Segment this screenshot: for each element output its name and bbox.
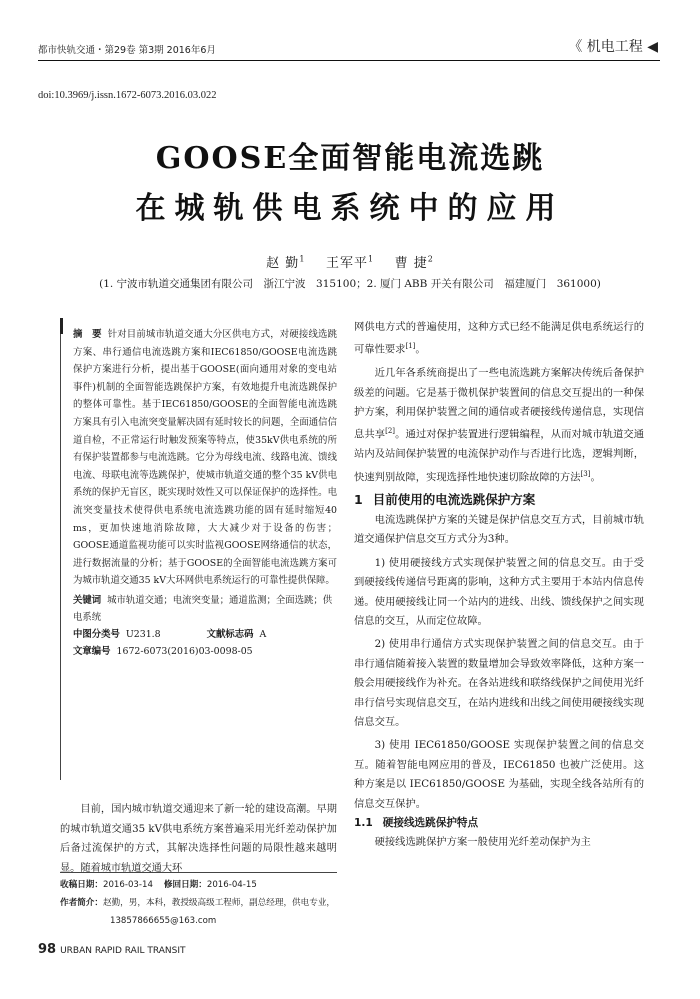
authors [0,252,700,271]
section-number: 1 [354,491,363,507]
affiliations: (1. 宁波市轨道交通集团有限公司 浙江宁波 315100；2. 厦门 ABB 开关有限公司 福建厦门 361000) [99,278,601,290]
paragraph-text: 。 [590,471,601,484]
clc-value: U231.8 [125,628,161,640]
continued-end: 。 [415,343,426,356]
author-affil-mark: 1 [367,254,375,264]
abstract-label: 摘 要 [73,329,102,340]
paragraph-text: 。通过对保护装置进行逻辑编程，从而对城市轨道交通站内及站间保护装置的电流保护动作与否进行比选，逻辑判断，快速判别故障，实现选择性地快速切除故障的方法 [354,428,645,484]
citation: [3] [580,469,591,478]
section-tag: 《 机电工程 ◀ [568,39,658,55]
keywords-text: 城市轨道交通；电流突变量；通道监测；全面选跳；供电系统 [73,594,333,623]
section-heading-1 [354,490,644,509]
classification [61,626,337,643]
article-number [61,643,337,660]
keywords [61,592,337,626]
section-title: 目前使用的电流选跳保护方案 [372,491,536,507]
author-name: 赵 勤 [266,256,300,271]
article-no-label: 文章编号 [73,645,111,657]
doc-code-value: A [259,628,267,640]
abstract-text: 针对目前城市轨道交通大分区供电方式，对硬接线选跳方案、串行通信电流选跳方案和IEC61850/GOOSE电流选跳保护方案进行分析，提出基于GOOSE(面向通用对象的变电站事件)机制的全面智能选跳保护方案，有效地提升电流选跳保护的整体可靠性。基于IEC61850/GOOSE的全面智能电流选跳方案具有引入电流突变量解决固有延时较长的问题，全面通信信道自检，不正常运行时触发预案等特点，使35kV供电系统的所有保护装置都参与电流选跳。它分为母线电流、线路电流、馈线电流、母联电流等选跳保护，使城市轨道交通的整个35 kV供电系统的保护无盲区，既实现时效性又可以保证保护的选择性。电流突变量技术使得供电系统电流选跳功能的固有延时缩短40 ms，更加快速地消除故障，大大减少对于设备的伤害；GOOSE通道监视功能可以实时监视GOOSE网络通信的状态，进行数据流量的分析；基于GOOSE的全面智能电流选跳方案可为城市轨道交通35 kV大环网供电系统运行的可靠性提供保障。 [73,329,337,587]
paragraph-text: 近几年各系统商提出了一些电流选跳方案解决传统后备保护级差的问题。它是基于微机保护装置间的信息交互提出的一种保护方案，利用保护装置之间的通信或者硬接线传递信息，实现信息共享 [354,367,644,441]
right-column-body [354,318,644,853]
footnote-author-bio [60,894,337,912]
received-label: 收稿日期： [60,880,103,890]
page-number: 98 [38,942,57,957]
author-affil-mark: 1 [299,254,306,264]
citation: [2] [385,427,396,436]
author-name: 曹 捷 [394,256,428,271]
subsection-title: 硬接线选跳保护特点 [382,817,479,830]
title-line-2: 在城轨供电系统中的应用 [135,191,565,226]
revised-label: 修回日期： [163,880,207,890]
author-name: 王军平 [325,256,368,271]
header-rule [38,60,660,61]
author-bio-label: 作者简介： [60,898,103,908]
abstract [61,318,337,590]
received-date: 2016-03-14 [102,880,153,890]
intro-paragraph: 目前，国内城市轨道交通迎来了新一轮的建设高潮。早期的城市轨道交通35 kV供电系统方案普遍采用光纤差动保护加后备过流保护的方式，其解决选择性问题的局限性越来越明显。随着城市轨道交通大环 [60,804,337,874]
author-bio-text: 赵勤，男，本科，教授级高级工程师，副总经理，供电专业， [102,898,336,908]
title-line-1: GOOSE全面智能电流选跳 [155,141,545,176]
journal-english-name: URBAN RAPID RAIL TRANSIT [60,946,186,956]
continued-paragraph [354,318,644,360]
paragraph [354,364,644,487]
author-email: 13857866655@163.com [110,916,217,926]
article-no-value: 1672-6073(2016)03-0098-05 [116,645,253,657]
paragraph: 硬接线选跳保护方案一般使用光纤差动保护为主 [374,836,591,849]
author-affil-mark: 2 [427,254,434,264]
subsection-heading-1-1 [354,814,644,833]
paragraph: 2) 使用串行通信方式实现保护装置之间的信息交互。由于串行通信随着接入装置的数量增加会导致效率降低，这种方案一般会用硬接线作为补充。在各站进线和联络线保护之间使用光纤串行信号实现信息交互，在站内进线和出线之间使用硬接线实现信息交互。 [354,638,644,728]
clc-label: 中图分类号 [73,628,120,640]
paragraph: 1) 使用硬接线方式实现保护装置之间的信息交互。由于受到硬接线传递信号距离的影响，这种方式主要用于本站内信息传递。使用硬接线让同一个站内的进线、出线、馈线保护之间实现信息的交互，从而定位故障。 [354,556,644,627]
abstract-box [60,318,337,780]
footnote-dates [60,876,337,894]
folio [38,942,186,957]
continued-text: 网供电方式的普遍使用，这种方式已经不能满足供电系统运行的可靠性要求 [354,321,644,356]
running-head-journal: 都市快轨交通・第29卷 第3期 2016年6月 [38,45,216,56]
footnote-rule [60,872,337,873]
paragraph: 3) 使用 IEC61850/GOOSE 实现保护装置之间的信息交互。随着智能电网应用的普及，IEC61850 也被广泛使用。这种方案是以 IEC61850/GOOSE 为基础，实现全线各站所有的信息交互保护。 [354,739,644,810]
citation: [1] [405,342,416,351]
doi: doi:10.3969/j.issn.1672-6073.2016.03.022 [38,90,217,101]
subsection-number: 1.1 [354,817,373,830]
doc-code-label: 文献标志码 [206,628,254,640]
revised-date: 2016-04-15 [206,880,257,890]
left-column-body [60,800,337,878]
keywords-label: 关键词 [73,594,102,606]
paragraph: 电流选跳保护方案的关键是保护信息交互方式，目前城市轨道交通保护信息交互方式分为3种。 [354,513,644,546]
